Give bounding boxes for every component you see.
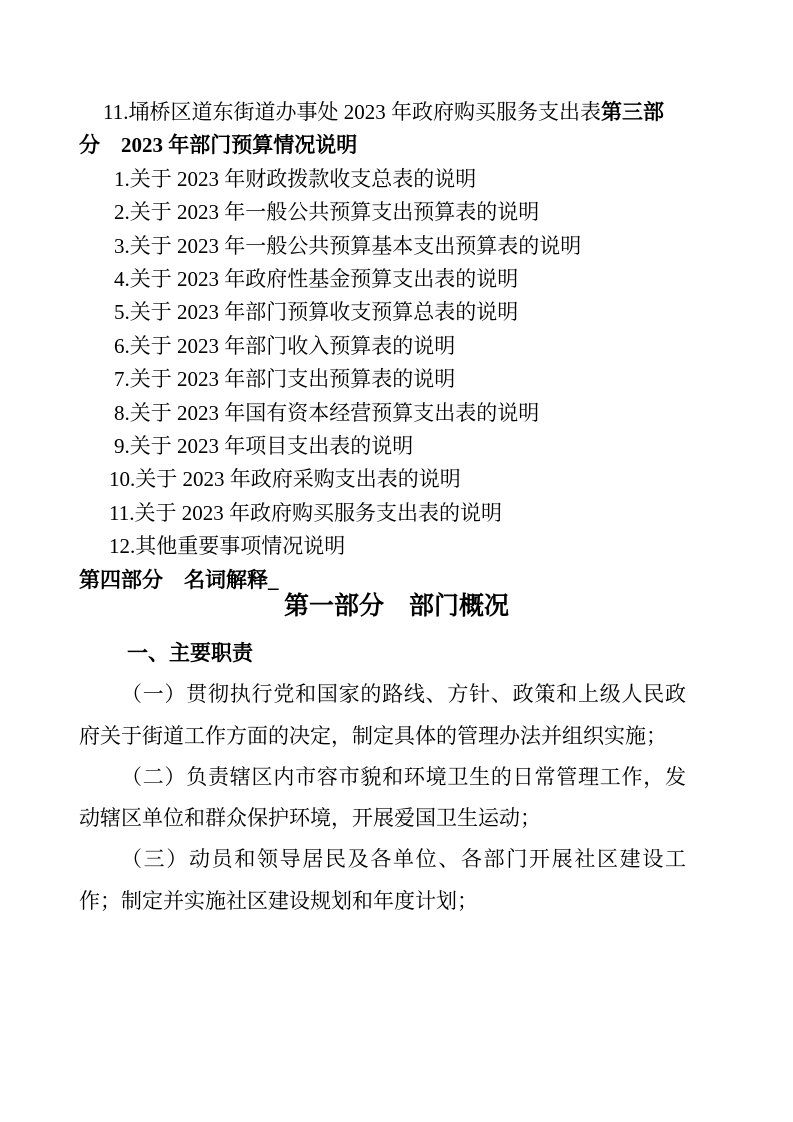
toc-entry: 10.关于 2023 年政府采购支出表的说明 — [109, 467, 461, 492]
toc-entry: 12.其他重要事项情况说明 — [109, 534, 346, 559]
toc-entry: 7.关于 2023 年部门支出预算表的说明 — [114, 367, 456, 392]
duty-paragraph: （三）动员和领导居民及各单位、各部门开展社区建设工作；制定并实施社区建设规划和年度计划； — [79, 847, 686, 913]
toc-part3-heading: 分 2023 年部门预算情况说明 — [79, 133, 358, 158]
toc-entry: 3.关于 2023 年一般公共预算基本支出预算表的说明 — [114, 233, 582, 258]
toc-entry: 8.关于 2023 年国有资本经营预算支出表的说明 — [114, 400, 540, 425]
part1-heading: 第一部分 部门概况 — [283, 592, 509, 620]
toc-entry-11-tables — [79, 96, 691, 129]
toc-entry: 6.关于 2023 年部门收入预算表的说明 — [114, 333, 456, 358]
table-of-contents — [79, 96, 691, 597]
toc-entry: 4.关于 2023 年政府性基金预算支出表的说明 — [114, 267, 519, 292]
toc-entry: 1.关于 2023 年财政拨款收支总表的说明 — [114, 166, 477, 191]
duty-paragraph: （二）负责辖区内市容市貌和环境卫生的日常管理工作，发动辖区单位和群众保护环境，开展爱国卫生运动； — [79, 764, 686, 831]
duty-paragraph: （一）贯彻执行党和国家的路线、方针、政策和上级人民政府关于街道工作方面的决定，制定具体的管理办法并组织实施； — [79, 682, 686, 748]
toc-part4-heading: 第四部分 名词解释_ — [79, 567, 279, 592]
toc-part3-heading-start: 第三部 — [600, 100, 664, 124]
toc-entry-11-tables-text: 11.埇桥区道东街道办事处 2023 年政府购买服务支出表 — [103, 100, 601, 124]
toc-entry: 5.关于 2023 年部门预算收支预算总表的说明 — [114, 300, 519, 325]
toc-entry: 11.关于 2023 年政府购买服务支出表的说明 — [109, 500, 502, 525]
toc-entry: 9.关于 2023 年项目支出表的说明 — [114, 434, 414, 459]
main-duties-heading: 一、主要职责 — [127, 642, 253, 665]
part1-body — [79, 633, 686, 922]
toc-entry: 2.关于 2023 年一般公共预算支出预算表的说明 — [114, 200, 540, 225]
